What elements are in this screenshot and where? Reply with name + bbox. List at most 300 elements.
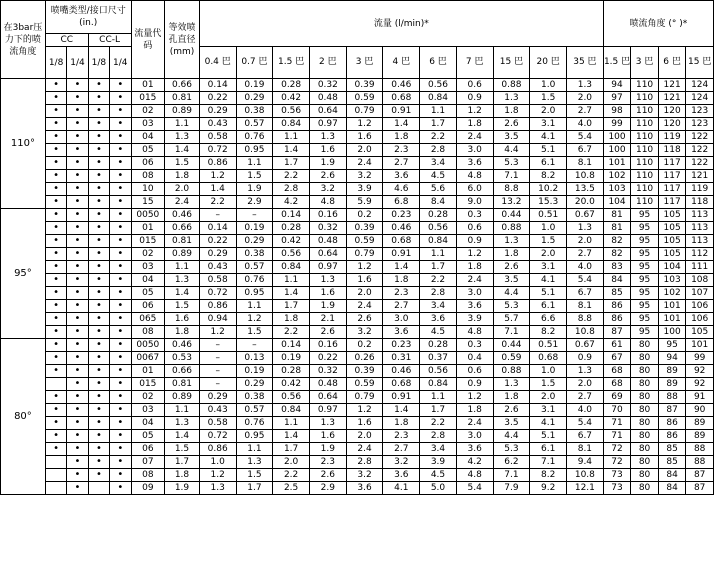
- availability-dot: •: [110, 170, 131, 183]
- flow-value-cell: 0.76: [236, 274, 273, 287]
- availability-dot: •: [67, 313, 88, 326]
- availability-dot: •: [45, 391, 66, 404]
- orifice-dia-cell: 0.46: [165, 339, 200, 352]
- flow-value-cell: 0.68: [383, 378, 420, 391]
- flow-value-cell: 1.3: [309, 274, 346, 287]
- spray-angle-value-cell: 103: [658, 274, 686, 287]
- flow-value-cell: 0.39: [346, 79, 383, 92]
- flow-value-cell: 0.91: [383, 248, 420, 261]
- availability-dot: •: [110, 391, 131, 404]
- flow-value-cell: 4.4: [493, 430, 530, 443]
- header-flow-pressure: 35 巴: [567, 47, 604, 79]
- availability-dot: •: [110, 430, 131, 443]
- availability-dot: •: [67, 196, 88, 209]
- availability-dot: •: [110, 469, 131, 482]
- flow-value-cell: 2.2: [273, 469, 310, 482]
- flow-value-cell: 1.3: [567, 79, 604, 92]
- flow-value-cell: 0.9: [456, 378, 493, 391]
- flow-value-cell: 0.9: [456, 92, 493, 105]
- spray-angle-value-cell: 95: [631, 326, 659, 339]
- flow-code-cell: 03: [131, 118, 165, 131]
- flow-value-cell: 4.8: [309, 196, 346, 209]
- flow-value-cell: 10.8: [567, 326, 604, 339]
- flow-value-cell: 2.4: [456, 131, 493, 144]
- header-ccl-size-1-8: 1/8: [88, 47, 109, 79]
- orifice-dia-cell: 1.9: [165, 482, 200, 495]
- header-cc-size-1-8: 1/8: [45, 47, 66, 79]
- flow-value-cell: 0.56: [273, 105, 310, 118]
- spray-angle-value-cell: 95: [631, 222, 659, 235]
- flow-value-cell: 3.6: [456, 157, 493, 170]
- flow-value-cell: 0.26: [346, 352, 383, 365]
- flow-value-cell: 1.8: [493, 248, 530, 261]
- flow-value-cell: 1.4: [383, 118, 420, 131]
- flow-value-cell: 1.3: [493, 235, 530, 248]
- availability-dot: •: [88, 157, 109, 170]
- flow-value-cell: 0.84: [273, 404, 310, 417]
- flow-value-cell: 0.88: [493, 222, 530, 235]
- flow-value-cell: 0.9: [567, 352, 604, 365]
- spray-angle-value-cell: 117: [658, 157, 686, 170]
- flow-value-cell: 1.1: [236, 157, 273, 170]
- table-row: [1, 378, 714, 391]
- header-ccl-size-1-4: 1/4: [110, 47, 131, 79]
- flow-value-cell: 1.5: [530, 92, 567, 105]
- flow-code-cell: 0067: [131, 352, 165, 365]
- spray-angle-value-cell: 80: [631, 352, 659, 365]
- flow-value-cell: 2.3: [383, 430, 420, 443]
- availability-dot: •: [110, 326, 131, 339]
- flow-value-cell: 0.29: [199, 391, 236, 404]
- table-row: [1, 105, 714, 118]
- availability-dot: •: [67, 222, 88, 235]
- spray-angle-value-cell: 110: [631, 157, 659, 170]
- availability-dot: •: [88, 144, 109, 157]
- flow-value-cell: 1.8: [456, 118, 493, 131]
- flow-value-cell: 0.38: [236, 391, 273, 404]
- flow-value-cell: 6.1: [530, 157, 567, 170]
- flow-value-cell: 0.19: [236, 222, 273, 235]
- header-flow-pressure: 2 巴: [309, 47, 346, 79]
- flow-value-cell: 1.1: [420, 391, 457, 404]
- spray-angle-value-cell: 73: [603, 482, 631, 495]
- spray-angle-value-cell: 80: [631, 417, 659, 430]
- flow-code-cell: 15: [131, 196, 165, 209]
- availability-dot: •: [88, 313, 109, 326]
- flow-value-cell: 1.0: [530, 365, 567, 378]
- spray-angle-value-cell: 61: [603, 339, 631, 352]
- flow-value-cell: 2.4: [346, 157, 383, 170]
- spray-angle-value-cell: 86: [603, 313, 631, 326]
- spray-angle-value-cell: 110: [631, 118, 659, 131]
- flow-value-cell: 1.6: [309, 144, 346, 157]
- spray-angle-value-cell: 98: [603, 105, 631, 118]
- availability-empty: [45, 456, 66, 469]
- spray-angle-value-cell: 68: [603, 365, 631, 378]
- flow-value-cell: 6.8: [383, 196, 420, 209]
- spray-angle-value-cell: 101: [658, 300, 686, 313]
- spray-angle-value-cell: 106: [686, 313, 714, 326]
- availability-empty: [45, 482, 66, 495]
- flow-value-cell: 0.23: [383, 209, 420, 222]
- flow-value-cell: 2.7: [567, 391, 604, 404]
- flow-value-cell: 4.5: [420, 170, 457, 183]
- availability-dot: •: [67, 144, 88, 157]
- flow-value-cell: 4.0: [567, 118, 604, 131]
- flow-value-cell: 1.4: [273, 430, 310, 443]
- flow-value-cell: 0.4: [456, 352, 493, 365]
- spray-angle-value-cell: 82: [603, 235, 631, 248]
- flow-value-cell: 3.2: [309, 183, 346, 196]
- flow-code-cell: 08: [131, 326, 165, 339]
- flow-value-cell: 1.7: [236, 482, 273, 495]
- flow-value-cell: 2.4: [456, 417, 493, 430]
- flow-value-cell: 2.3: [383, 144, 420, 157]
- spray-angle-value-cell: 84: [603, 274, 631, 287]
- flow-code-cell: 03: [131, 404, 165, 417]
- flow-value-cell: 0.64: [309, 391, 346, 404]
- spray-angle-value-cell: 85: [603, 287, 631, 300]
- flow-value-cell: 2.2: [273, 326, 310, 339]
- flow-value-cell: 0.3: [456, 339, 493, 352]
- spray-angle-value-cell: 101: [603, 157, 631, 170]
- orifice-dia-cell: 1.8: [165, 469, 200, 482]
- spray-angle-group-label: 80°: [1, 339, 46, 495]
- availability-dot: •: [110, 248, 131, 261]
- availability-dot: •: [110, 365, 131, 378]
- flow-value-cell: 2.2: [199, 196, 236, 209]
- spray-angle-value-cell: 110: [631, 131, 659, 144]
- flow-value-cell: 5.1: [530, 430, 567, 443]
- availability-empty: [88, 482, 109, 495]
- flow-value-cell: 8.2: [530, 326, 567, 339]
- availability-dot: •: [45, 118, 66, 131]
- flow-value-cell: 2.8: [346, 456, 383, 469]
- flow-value-cell: 1.8: [383, 131, 420, 144]
- flow-value-cell: 2.0: [346, 144, 383, 157]
- spray-angle-value-cell: 113: [686, 209, 714, 222]
- availability-dot: •: [45, 365, 66, 378]
- spray-angle-value-cell: 113: [686, 235, 714, 248]
- spray-angle-value-cell: 84: [658, 482, 686, 495]
- flow-value-cell: 0.88: [493, 365, 530, 378]
- spray-angle-value-cell: 95: [631, 313, 659, 326]
- flow-value-cell: 0.38: [236, 248, 273, 261]
- flow-value-cell: –: [199, 209, 236, 222]
- flow-value-cell: 1.2: [346, 118, 383, 131]
- flow-value-cell: 0.51: [530, 339, 567, 352]
- flow-code-cell: 04: [131, 274, 165, 287]
- flow-value-cell: 0.14: [199, 79, 236, 92]
- availability-dot: •: [67, 92, 88, 105]
- flow-value-cell: 1.4: [383, 404, 420, 417]
- flow-value-cell: 2.6: [309, 469, 346, 482]
- flow-value-cell: 3.6: [383, 469, 420, 482]
- availability-dot: •: [45, 170, 66, 183]
- flow-value-cell: 0.95: [236, 430, 273, 443]
- flow-value-cell: 0.57: [236, 404, 273, 417]
- flow-value-cell: 0.22: [199, 235, 236, 248]
- availability-dot: •: [88, 365, 109, 378]
- header-flow-pressure: 0.7 巴: [236, 47, 273, 79]
- spray-angle-value-cell: 119: [658, 131, 686, 144]
- flow-value-cell: 1.7: [273, 157, 310, 170]
- flow-value-cell: 0.46: [383, 79, 420, 92]
- spray-angle-group-label: 110°: [1, 79, 46, 209]
- flow-value-cell: 3.6: [346, 482, 383, 495]
- availability-dot: •: [45, 339, 66, 352]
- spray-angle-value-cell: 100: [603, 144, 631, 157]
- flow-value-cell: 1.2: [199, 469, 236, 482]
- flow-value-cell: 1.8: [383, 274, 420, 287]
- orifice-dia-cell: 1.4: [165, 287, 200, 300]
- flow-value-cell: 2.0: [273, 456, 310, 469]
- spray-angle-group-label: 95°: [1, 209, 46, 339]
- flow-code-cell: 06: [131, 300, 165, 313]
- flow-value-cell: 5.6: [420, 183, 457, 196]
- flow-value-cell: 0.86: [199, 443, 236, 456]
- flow-value-cell: 4.1: [530, 417, 567, 430]
- spray-angle-value-cell: 87: [603, 326, 631, 339]
- flow-value-cell: 5.4: [567, 417, 604, 430]
- flow-value-cell: 0.64: [309, 248, 346, 261]
- spray-angle-value-cell: 105: [658, 209, 686, 222]
- flow-value-cell: 2.4: [456, 274, 493, 287]
- availability-dot: •: [88, 300, 109, 313]
- flow-value-cell: 2.0: [530, 248, 567, 261]
- header-cc: CC: [45, 34, 88, 47]
- availability-dot: •: [45, 443, 66, 456]
- spray-angle-value-cell: 88: [658, 391, 686, 404]
- flow-value-cell: 1.7: [420, 261, 457, 274]
- flow-value-cell: 8.1: [567, 443, 604, 456]
- availability-dot: •: [45, 131, 66, 144]
- flow-value-cell: 2.0: [346, 287, 383, 300]
- flow-value-cell: 0.56: [273, 391, 310, 404]
- flow-value-cell: 1.1: [273, 274, 310, 287]
- availability-dot: •: [45, 352, 66, 365]
- flow-code-cell: 04: [131, 417, 165, 430]
- availability-dot: •: [45, 300, 66, 313]
- spray-angle-value-cell: 121: [658, 92, 686, 105]
- table-row: [1, 92, 714, 105]
- flow-value-cell: 8.1: [567, 157, 604, 170]
- flow-value-cell: 0.32: [309, 365, 346, 378]
- table-row: [1, 235, 714, 248]
- orifice-dia-cell: 0.81: [165, 92, 200, 105]
- flow-value-cell: –: [199, 378, 236, 391]
- flow-code-cell: 07: [131, 456, 165, 469]
- availability-dot: •: [45, 105, 66, 118]
- flow-value-cell: 2.6: [493, 261, 530, 274]
- availability-dot: •: [67, 443, 88, 456]
- availability-dot: •: [67, 274, 88, 287]
- availability-dot: •: [45, 261, 66, 274]
- flow-value-cell: 7.1: [530, 456, 567, 469]
- flow-value-cell: 3.6: [383, 326, 420, 339]
- availability-dot: •: [88, 339, 109, 352]
- flow-value-cell: 6.2: [493, 456, 530, 469]
- flow-code-cell: 065: [131, 313, 165, 326]
- flow-value-cell: 2.7: [383, 300, 420, 313]
- flow-value-cell: 1.3: [567, 222, 604, 235]
- flow-value-cell: 1.1: [236, 300, 273, 313]
- availability-dot: •: [45, 248, 66, 261]
- spray-angle-value-cell: 85: [658, 443, 686, 456]
- spray-angle-value-cell: 80: [631, 482, 659, 495]
- table-row: [1, 339, 714, 352]
- availability-dot: •: [45, 157, 66, 170]
- flow-value-cell: 15.3: [530, 196, 567, 209]
- flow-value-cell: 1.4: [273, 287, 310, 300]
- table-row: [1, 261, 714, 274]
- flow-value-cell: 0.86: [199, 300, 236, 313]
- flow-value-cell: 2.8: [273, 183, 310, 196]
- spray-angle-value-cell: 81: [603, 209, 631, 222]
- spray-angle-value-cell: 91: [686, 391, 714, 404]
- availability-dot: •: [67, 287, 88, 300]
- flow-value-cell: 0.97: [309, 118, 346, 131]
- flow-value-cell: 0.3: [456, 209, 493, 222]
- flow-value-cell: 1.4: [383, 261, 420, 274]
- flow-value-cell: 6.0: [456, 183, 493, 196]
- flow-value-cell: 5.3: [493, 157, 530, 170]
- table-row: [1, 79, 714, 92]
- flow-code-cell: 01: [131, 365, 165, 378]
- flow-value-cell: 2.7: [567, 105, 604, 118]
- orifice-dia-cell: 0.46: [165, 209, 200, 222]
- flow-value-cell: 0.64: [309, 105, 346, 118]
- flow-value-cell: 5.0: [420, 482, 457, 495]
- flow-code-cell: 06: [131, 443, 165, 456]
- flow-value-cell: 1.1: [273, 417, 310, 430]
- flow-value-cell: 3.4: [420, 300, 457, 313]
- flow-value-cell: 1.3: [199, 482, 236, 495]
- flow-value-cell: 0.31: [383, 352, 420, 365]
- flow-value-cell: 1.3: [567, 365, 604, 378]
- flow-value-cell: 5.9: [346, 196, 383, 209]
- spray-angle-value-cell: 88: [686, 456, 714, 469]
- availability-dot: •: [110, 144, 131, 157]
- flow-value-cell: 5.1: [530, 144, 567, 157]
- flow-value-cell: 3.4: [420, 443, 457, 456]
- availability-dot: •: [88, 404, 109, 417]
- flow-value-cell: 8.2: [530, 469, 567, 482]
- flow-value-cell: 5.4: [567, 274, 604, 287]
- spray-angle-value-cell: 119: [686, 183, 714, 196]
- spray-angle-value-cell: 89: [658, 378, 686, 391]
- orifice-dia-cell: 1.3: [165, 274, 200, 287]
- flow-value-cell: 1.2: [199, 170, 236, 183]
- flow-value-cell: 0.68: [383, 92, 420, 105]
- availability-dot: •: [110, 222, 131, 235]
- flow-value-cell: 8.8: [493, 183, 530, 196]
- availability-dot: •: [88, 378, 109, 391]
- flow-value-cell: 4.0: [567, 261, 604, 274]
- flow-value-cell: 0.68: [530, 352, 567, 365]
- flow-value-cell: 1.0: [530, 222, 567, 235]
- orifice-dia-cell: 0.89: [165, 248, 200, 261]
- flow-value-cell: 1.3: [493, 92, 530, 105]
- flow-value-cell: 9.4: [567, 456, 604, 469]
- orifice-dia-cell: 1.7: [165, 456, 200, 469]
- table-row: [1, 170, 714, 183]
- header-flow-pressure: 6 巴: [420, 47, 457, 79]
- flow-value-cell: 8.8: [567, 313, 604, 326]
- table-row: [1, 391, 714, 404]
- flow-value-cell: 6.7: [567, 287, 604, 300]
- flow-code-cell: 03: [131, 261, 165, 274]
- spray-angle-value-cell: 95: [631, 287, 659, 300]
- spray-angle-value-cell: 69: [603, 391, 631, 404]
- header-flow-code: 流量代码: [131, 1, 165, 79]
- flow-value-cell: 0.28: [420, 209, 457, 222]
- flow-code-cell: 09: [131, 482, 165, 495]
- spray-angle-value-cell: 86: [658, 417, 686, 430]
- spray-angle-value-cell: 80: [631, 391, 659, 404]
- availability-dot: •: [45, 430, 66, 443]
- spray-angle-value-cell: 72: [603, 443, 631, 456]
- spray-angle-value-cell: 80: [631, 443, 659, 456]
- orifice-dia-cell: 1.1: [165, 404, 200, 417]
- flow-value-cell: 4.1: [530, 131, 567, 144]
- flow-value-cell: 3.0: [456, 430, 493, 443]
- flow-value-cell: 3.4: [420, 157, 457, 170]
- flow-value-cell: 0.29: [199, 248, 236, 261]
- availability-dot: •: [110, 456, 131, 469]
- header-cc-l: CC-L: [88, 34, 131, 47]
- flow-value-cell: 3.2: [346, 170, 383, 183]
- availability-dot: •: [88, 118, 109, 131]
- flow-value-cell: 0.23: [383, 339, 420, 352]
- availability-dot: •: [67, 79, 88, 92]
- flow-value-cell: 9.2: [530, 482, 567, 495]
- spray-angle-value-cell: 80: [631, 469, 659, 482]
- spray-angle-value-cell: 80: [631, 339, 659, 352]
- flow-value-cell: 2.0: [346, 430, 383, 443]
- availability-dot: •: [67, 391, 88, 404]
- table-row: [1, 482, 714, 495]
- availability-dot: •: [110, 352, 131, 365]
- orifice-dia-cell: 1.3: [165, 131, 200, 144]
- header-angle-pressure: 3 巴: [631, 47, 659, 79]
- flow-value-cell: 10.8: [567, 170, 604, 183]
- table-row: [1, 300, 714, 313]
- flow-value-cell: 0.58: [199, 131, 236, 144]
- flow-value-cell: 1.2: [456, 248, 493, 261]
- orifice-dia-cell: 0.81: [165, 378, 200, 391]
- availability-dot: •: [67, 417, 88, 430]
- header-angle-pressure: 15 巴: [686, 47, 714, 79]
- spray-angle-value-cell: 108: [686, 274, 714, 287]
- spray-angle-value-cell: 105: [658, 248, 686, 261]
- availability-dot: •: [67, 456, 88, 469]
- flow-code-cell: 08: [131, 469, 165, 482]
- spray-angle-value-cell: 71: [603, 430, 631, 443]
- flow-value-cell: 0.79: [346, 248, 383, 261]
- orifice-dia-cell: 1.8: [165, 326, 200, 339]
- flow-value-cell: 6.7: [567, 430, 604, 443]
- availability-dot: •: [110, 313, 131, 326]
- flow-value-cell: 0.51: [530, 209, 567, 222]
- spray-angle-value-cell: 110: [631, 170, 659, 183]
- spray-angle-value-cell: 110: [631, 144, 659, 157]
- availability-empty: [45, 378, 66, 391]
- flow-value-cell: 0.84: [420, 235, 457, 248]
- table-row: [1, 157, 714, 170]
- availability-dot: •: [88, 274, 109, 287]
- flow-code-cell: 02: [131, 391, 165, 404]
